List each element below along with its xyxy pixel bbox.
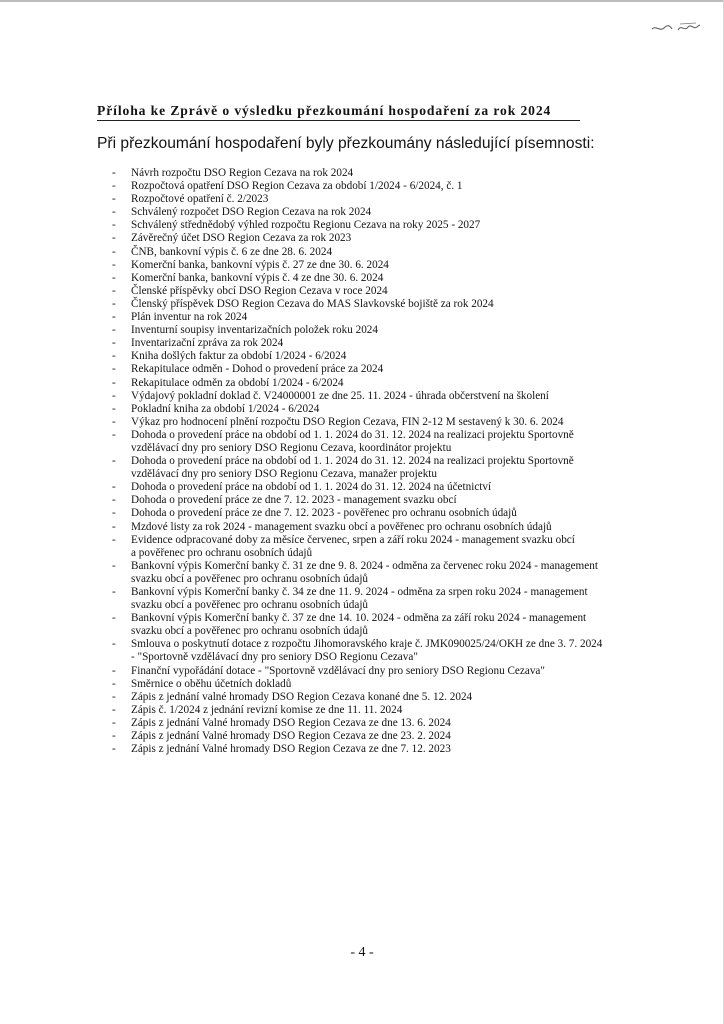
list-bullet: - [112, 337, 116, 350]
list-item-text: Rozpočtové opatření č. 2/2023 [131, 193, 269, 206]
list-item-text: Zápis č. 1/2024 z jednání revizní komise ze dne 11. 11. 2024 [131, 703, 403, 716]
list-item-text: Schválený střednědobý výhled rozpočtu Regionu Cezava na roky 2025 - 2027 [131, 219, 481, 232]
list-item-text: Rekapitulace odměn - Dohod o provedení práce za 2024 [131, 363, 384, 376]
list-bullet: - [112, 311, 116, 324]
list-item-text: Schválený rozpočet DSO Region Cezava na rok 2024 [131, 206, 372, 219]
list-item-text: Zápis z jednání Valné hromady DSO Region Cezava ze dne 13. 6. 2024 [131, 716, 451, 729]
document-list-item [112, 298, 672, 311]
list-item-text: Inventurní soupisy inventarizačních položek roku 2024 [131, 324, 378, 337]
list-bullet: - [112, 730, 116, 743]
list-item-text: Zápis z jednání Valné hromady DSO Region Cezava ze dne 23. 2. 2024 [131, 730, 451, 743]
document-list-item [112, 337, 672, 350]
list-bullet: - [112, 271, 116, 284]
list-item-text: Finanční vypořádání dotace - "Sportovně vzdělávací dny pro seniory DSO Regionu Cezava" [131, 664, 545, 677]
document-list-item [112, 507, 672, 520]
list-item-text: Smlouva o poskytnutí dotace z rozpočtu Jihomoravského kraje č. JMK090025/24/OKH ze dne 3. 7. 2024 [131, 638, 603, 651]
document-list-item [112, 259, 672, 272]
list-item-text: Dohoda o provedení práce ze dne 7. 12. 2023 - pověřenec pro ochranu osobních údajů [131, 507, 517, 520]
document-list-item [112, 691, 672, 704]
document-list-item [112, 246, 672, 259]
document-list [112, 167, 672, 756]
document-list-item [112, 494, 672, 507]
list-bullet: - [112, 376, 116, 389]
list-bullet: - [112, 415, 116, 428]
list-bullet: - [112, 743, 116, 756]
list-item-text: Zápis z jednání Valné hromady DSO Region Cezava ze dne 7. 12. 2023 [131, 743, 451, 756]
page-number: - 4 - [350, 945, 374, 960]
list-bullet: - [112, 206, 116, 219]
list-bullet: - [112, 167, 116, 179]
list-bullet: - [112, 232, 116, 245]
list-bullet: - [112, 664, 116, 677]
document-list-item [112, 678, 672, 691]
list-item-text: Pokladní kniha za období 1/2024 - 6/2024 [131, 402, 320, 415]
signature-mark [650, 20, 702, 34]
document-list-item [112, 743, 672, 756]
list-item-text: Dohoda o provedení práce na období od 1. 1. 2024 do 31. 12. 2024 na realizaci projektu Sportovně [131, 455, 574, 468]
list-bullet: - [112, 690, 116, 703]
document-list-item [112, 390, 672, 403]
list-bullet: - [112, 297, 116, 310]
document-list-item [112, 232, 672, 245]
list-item-text: Bankovní výpis Komerční banky č. 31 ze dne 9. 8. 2024 - odměna za červenec roku 2024 - management [131, 559, 598, 572]
list-item-text: Inventarizační zpráva za rok 2024 [131, 337, 284, 350]
document-list-item [112, 324, 672, 337]
intro-text: Při přezkoumání hospodaření byly přezkoumány následující písemnosti: [97, 135, 595, 152]
list-item-text: Komerční banka, bankovní výpis č. 4 ze dne 30. 6. 2024 [131, 271, 384, 284]
list-bullet: - [112, 559, 116, 572]
list-bullet: - [112, 258, 116, 271]
document-list-item [112, 350, 672, 363]
document-list-item [112, 481, 672, 494]
list-item-text: svazku obcí a pověřenec pro ochranu osobních údajů [131, 625, 369, 638]
list-bullet: - [112, 481, 116, 494]
list-bullet: - [112, 455, 116, 468]
list-bullet: - [112, 180, 116, 193]
list-item-text: a pověřenec pro ochranu osobních údajů [131, 546, 313, 559]
list-item-text: Kniha došlých faktur za období 1/2024 - 6/2024 [131, 350, 347, 363]
list-item-text: Závěrečný účet DSO Region Cezava za rok 2023 [131, 232, 352, 245]
list-bullet: - [112, 533, 116, 546]
list-bullet: - [112, 507, 116, 520]
document-list-item [112, 560, 672, 586]
list-item-text: ČNB, bankovní výpis č. 6 ze dne 28. 6. 2024 [131, 245, 333, 258]
document-list-item [112, 272, 672, 285]
list-bullet: - [112, 193, 116, 206]
document-list-item [112, 285, 672, 298]
list-item-text: svazku obcí a pověřenec pro ochranu osobních údajů [131, 572, 369, 585]
list-item-text: Rozpočtová opatření DSO Region Cezava za období 1/2024 - 6/2024, č. 1 [131, 180, 463, 193]
document-list-item [112, 704, 672, 717]
list-item-text: Členské příspěvky obcí DSO Region Cezava v roce 2024 [131, 284, 388, 297]
document-list-item [112, 586, 672, 612]
document-list-item [112, 429, 672, 455]
list-bullet: - [112, 677, 116, 690]
list-item-text: Výdajový pokladní doklad č. V24000001 ze dne 25. 11. 2024 - úhrada občerstvení na školení [131, 389, 549, 402]
list-item-text: Mzdové listy za rok 2024 - management svazku obcí a pověřenec pro ochranu osobních údajů [131, 520, 552, 533]
list-item-text: Dohoda o provedení práce na období od 1. 1. 2024 do 31. 12. 2024 na účetnictví [131, 481, 492, 494]
list-item-text: Bankovní výpis Komerční banky č. 34 ze dne 11. 9. 2024 - odměna za srpen roku 2024 - management [131, 586, 588, 598]
list-bullet: - [112, 612, 116, 625]
document-list-item [112, 416, 672, 429]
list-bullet: - [112, 428, 116, 441]
document-list-item [112, 455, 672, 481]
list-item-text: Plán inventur na rok 2024 [131, 311, 248, 324]
list-bullet: - [112, 703, 116, 716]
list-bullet: - [112, 586, 116, 598]
list-item-text: - "Sportovně vzdělávací dny pro seniory DSO Regionu Cezava" [131, 651, 418, 664]
document-list-item [112, 665, 672, 678]
document-list-item [112, 193, 672, 206]
title-underline [97, 120, 580, 121]
list-item-text: Směrnice o oběhu účetních dokladů [131, 677, 292, 690]
list-bullet: - [112, 402, 116, 415]
list-bullet: - [112, 638, 116, 651]
document-list-item [112, 363, 672, 376]
document-list-item [112, 638, 672, 664]
list-item-text: vzdělávací dny pro seniory DSO Regionu Cezava, manažer projektu [131, 468, 438, 481]
document-list-item [112, 717, 672, 730]
document-list-item [112, 311, 672, 324]
list-item-text: Komerční banka, bankovní výpis č. 27 ze dne 30. 6. 2024 [131, 258, 389, 271]
list-bullet: - [112, 219, 116, 232]
list-item-text: Zápis z jednání valné hromady DSO Region Cezava konané dne 5. 12. 2024 [131, 690, 473, 703]
document-list-item [112, 219, 672, 232]
list-item-text: vzdělávací dny pro seniory DSO Regionu Cezava, koordinátor projektu [131, 441, 452, 454]
page-title: Příloha ke Zprávě o výsledku přezkoumání hospodaření za rok 2024 [97, 103, 552, 118]
list-bullet: - [112, 324, 116, 337]
list-bullet: - [112, 245, 116, 258]
document-list-item [112, 521, 672, 534]
document-list-item [112, 206, 672, 219]
list-item-text: Evidence odpracované doby za měsíce červenec, srpen a září roku 2024 - management svazku obcí [131, 533, 575, 546]
document-list-item [112, 403, 672, 416]
list-item-text: Rekapitulace odměn za období 1/2024 - 6/2024 [131, 376, 344, 389]
list-item-text: Dohoda o provedení práce ze dne 7. 12. 2023 - management svazku obcí [131, 494, 457, 507]
list-item-text: Výkaz pro hodnocení plnění rozpočtu DSO Region Cezava, FIN 2-12 M sestavený k 30. 6. 2024 [131, 415, 564, 428]
list-bullet: - [112, 520, 116, 533]
list-item-text: svazku obcí a pověřenec pro ochranu osobních údajů [131, 599, 369, 612]
document-list-item [112, 377, 672, 390]
list-bullet: - [112, 363, 116, 376]
list-bullet: - [112, 284, 116, 297]
list-item-text: Členský příspěvek DSO Region Cezava do MAS Slavkovské bojiště za rok 2024 [131, 297, 494, 310]
document-list-item [112, 730, 672, 743]
scan-edge [0, 0, 724, 2]
document-list-item [112, 167, 672, 180]
document-list-item [112, 534, 672, 560]
list-bullet: - [112, 350, 116, 363]
list-bullet: - [112, 494, 116, 507]
document-list-item [112, 180, 672, 193]
list-item-text: Dohoda o provedení práce na období od 1. 1. 2024 do 31. 12. 2024 na realizaci projektu Sportovně [131, 428, 574, 441]
list-item-text: Bankovní výpis Komerční banky č. 37 ze dne 14. 10. 2024 - odměna za září roku 2024 - management [131, 612, 587, 625]
list-bullet: - [112, 389, 116, 402]
list-bullet: - [112, 716, 116, 729]
list-item-text: Návrh rozpočtu DSO Region Cezava na rok 2024 [131, 167, 354, 179]
document-list-item [112, 612, 672, 638]
